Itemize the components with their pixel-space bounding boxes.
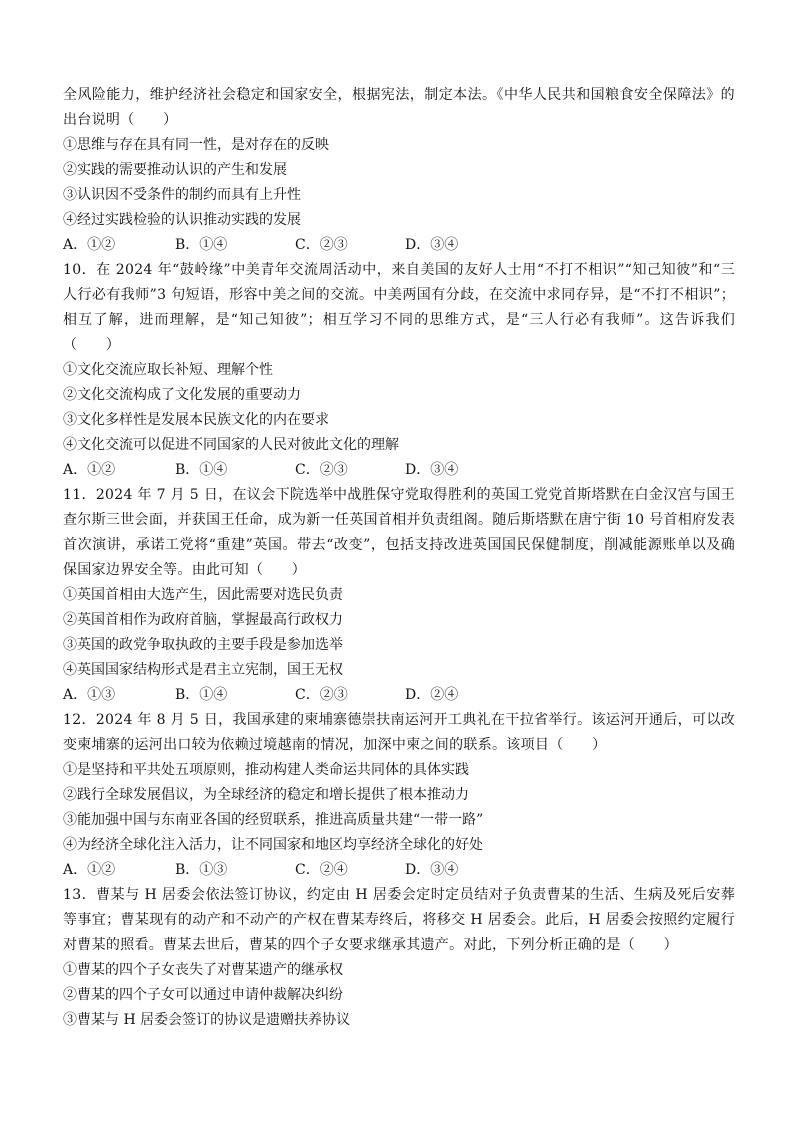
answer-statement: ③英国的政党争取执政的主要手段是参加选举 bbox=[63, 637, 343, 653]
answer-statement: ②英国首相作为政府首脑，掌握最高行政权力 bbox=[63, 612, 343, 628]
choice-c: C．②③ bbox=[295, 237, 348, 253]
answer-statement: ②践行全球发展倡议，为全球经济的稳定和增长提供了根本推动力 bbox=[63, 787, 469, 803]
choice-d: D．③④ bbox=[405, 237, 459, 253]
choice-c: C．②③ bbox=[295, 462, 348, 478]
question-11 bbox=[63, 483, 735, 708]
answer-statement: ②实践的需要推动认识的产生和发展 bbox=[63, 162, 287, 178]
question-12 bbox=[63, 708, 735, 883]
choice-b: B．①④ bbox=[175, 237, 228, 253]
choice-d: D．③④ bbox=[405, 862, 459, 878]
answer-statement: ①英国首相由大选产生，因此需要对选民负责 bbox=[63, 587, 343, 603]
question-stem: 13．曹某与 H 居委会依法签订协议，约定由 H 居委会定时定员结对子负责曹某的生活、生病及死后安葬等事宜；曹某现有的动产和不动产的产权在曹某寿终后，将移交 H 居委会。此后，H 居委会按照约定履行对曹某的照看。曹某去世后，曹某的四个子女要求继承其遗产。对此，下列分析正确的是（ ） bbox=[63, 887, 735, 953]
choice-d: D．②④ bbox=[405, 687, 459, 703]
choice-row bbox=[63, 858, 735, 883]
choice-a: A．①② bbox=[63, 462, 116, 478]
choice-b: B．①③ bbox=[175, 862, 228, 878]
choice-d: D．③④ bbox=[405, 462, 459, 478]
question-stem: 12．2024 年 8 月 5 日，我国承建的柬埔寨德崇扶南运河开工典礼在干拉省举行。该运河开通后，可以改变柬埔寨的运河出口较为依赖过境越南的情况，加深中柬之间的联系。该项目（ ） bbox=[63, 712, 735, 753]
choice-c: C．②③ bbox=[295, 687, 348, 703]
answer-statement: ②曹某的四个子女可以通过申请仲裁解决纠纷 bbox=[63, 987, 343, 1003]
answer-statement: ④为经济全球化注入活力，让不同国家和地区均享经济全球化的好处 bbox=[63, 837, 483, 853]
choice-a: A．①② bbox=[63, 237, 116, 253]
answer-statement: ③能加强中国与东南亚各国的经贸联系，推进高质量共建“一带一路” bbox=[63, 812, 484, 828]
question-10 bbox=[63, 258, 735, 483]
question-stem: 全风险能力，维护经济社会稳定和国家安全，根据宪法，制定本法。《中华人民共和国粮食安全保障法》的出台说明（ ） bbox=[63, 87, 735, 128]
question-9 bbox=[63, 83, 735, 258]
answer-statement: ①思维与存在具有同一性，是对存在的反映 bbox=[63, 137, 329, 153]
question-stem: 11．2024 年 7 月 5 日，在议会下院选举中战胜保守党取得胜利的英国工党党首斯塔默在白金汉宫与国王查尔斯三世会面，并获国王任命，成为新一任英国首相并负责组阁。随后斯塔默在唐宁街 10 号首相府发表首次演讲，承诺工党将“重建”英国。带去“改变”，包括支持改进英国国民保健制度，削减能源账单以及确保国家边界安全等。由此可知（ ） bbox=[63, 487, 735, 578]
answer-statement: ④经过实践检验的认识推动实践的发展 bbox=[63, 212, 301, 228]
answer-statement: ①曹某的四个子女丧失了对曹某遗产的继承权 bbox=[63, 962, 343, 978]
choice-b: B．①④ bbox=[175, 687, 228, 703]
answer-statement: ③认识因不受条件的制约而具有上升性 bbox=[63, 187, 301, 203]
choice-a: A．①② bbox=[63, 862, 116, 878]
question-stem: 10．在 2024 年“鼓岭缘”中美青年交流周活动中，来自美国的友好人士用“不打不相识”“知己知彼”和“三人行必有我师”3 句短语，形容中美之间的交流。中美两国有分歧，在交流中求同存异，是“不打不相识”；相互了解，进而理解，是“知己知彼”；相互学习不同的思维方式，是“三人行必有我师”。这告诉我们（ ） bbox=[63, 262, 735, 353]
question-13 bbox=[63, 883, 735, 1033]
answer-statement: ④英国国家结构形式是君主立宪制，国王无权 bbox=[63, 662, 343, 678]
answer-statement: ③曹某与 H 居委会签订的协议是遗赠扶养协议 bbox=[63, 1012, 351, 1028]
answer-statement: ④文化交流可以促进不同国家的人民对彼此文化的理解 bbox=[63, 437, 399, 453]
choice-row bbox=[63, 458, 735, 483]
choice-a: A．①③ bbox=[63, 687, 116, 703]
choice-row bbox=[63, 683, 735, 708]
choice-c: C．②④ bbox=[295, 862, 348, 878]
exam-page bbox=[63, 83, 735, 1033]
answer-statement: ①文化交流应取长补短、理解个性 bbox=[63, 362, 273, 378]
answer-statement: ②文化交流构成了文化发展的重要动力 bbox=[63, 387, 301, 403]
choice-b: B．①④ bbox=[175, 462, 228, 478]
answer-statement: ③文化多样性是发展本民族文化的内在要求 bbox=[63, 412, 329, 428]
answer-statement: ①是坚持和平共处五项原则，推动构建人类命运共同体的具体实践 bbox=[63, 762, 469, 778]
choice-row bbox=[63, 233, 735, 258]
